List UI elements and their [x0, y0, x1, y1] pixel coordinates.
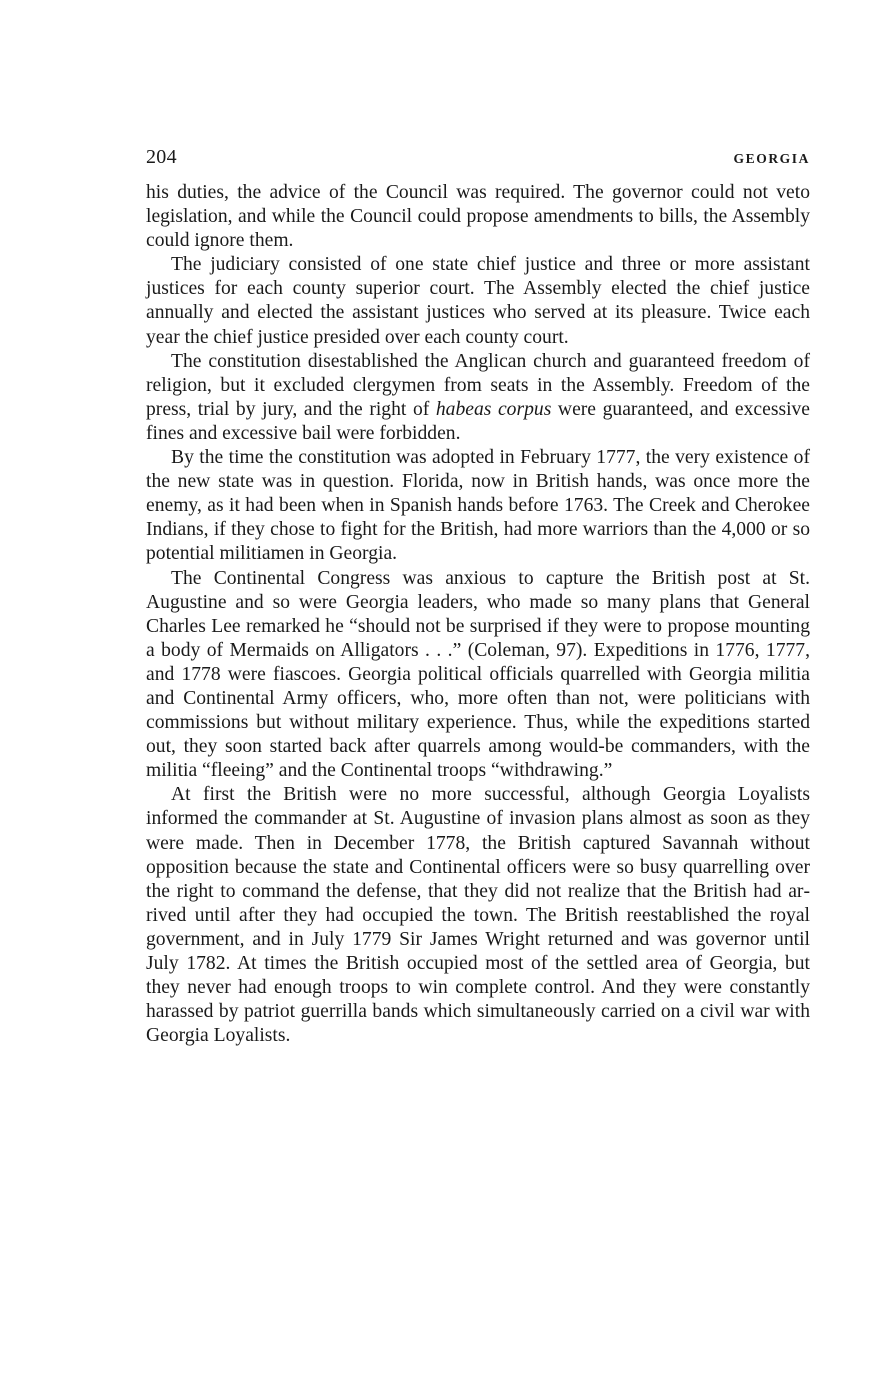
book-page	[146, 146, 810, 1048]
body-text	[146, 181, 810, 1048]
paragraph-state-existence: By the time the constitution was adopted in February 1777, the very existence of the new state was in question. Florida, now in British hands, was once more the enemy, as it had been when in Spanish hands before 1763. The Creek and Cherokee Indians, if they chose to fight for the British, had more warriors than the 4,000 or so potential militiamen in Georgia.	[146, 447, 810, 565]
paragraph-religion-text-end: were guaranteed, and excessive fines and excessive bail were forbidden.	[146, 398, 811, 444]
paragraph-continental-congress: The Continental Congress was anxious to capture the British post at St. Augustine and so were Georgia leaders, who made so many plans that General Charles Lee remarked he “should not be surprised if they were to propose mounting a body of Mermaids on Alligators . . .” (Coleman, 97). Expeditions in 1776, 1777, and 1778 were fiascoes. Georgia political officials quarrelled with Georgia militia and Continental Army officers, who, more often than not, were politicians with commissions but without military experience. Thus, while the expeditions started out, they soon started back after quarrels among would-be commanders, with the militia “fleeing” and the Continental troops “withdrawing.”	[146, 567, 810, 782]
section-title: GEORGIA	[733, 151, 810, 166]
paragraph-religion-rights	[146, 350, 810, 446]
habeas-corpus-term: habeas corpus	[435, 398, 552, 420]
paragraph-council-duties: his duties, the advice of the Council was required. The governor could not veto legislation, and while the Council could propose amendments to bills, the Assembly could ignore them.	[146, 182, 810, 252]
paragraph-judiciary: The judiciary consisted of one state chief justice and three or more assistant justices for each county superior court. The Assembly elected the chief justice annually and elected the assistant justices who served at its pleasure. Twice each year the chief justice presided over each county court.	[146, 254, 810, 348]
paragraph-religion-text-start: The constitution disestablished the Anglican church and guaranteed freedom of religion, but it excluded clergymen from seats in the Assembly. Freedom of the press, trial by jury, and the right of	[146, 350, 810, 420]
running-head	[146, 146, 810, 169]
page-number: 204	[146, 146, 177, 168]
paragraph-british-occupation: At first the British were no more successful, although Georgia Loyalists informed the commander at St. Augustine of invasion plans almost as soon as they were made. Then in December 1778, the British captured Savannah without opposition because the state and Continental officers were so busy quarrelling over the right to command the defense, that they did not realize that the British had arrived until after they had occupied the town. The British reestablished the royal government, and in July 1779 Sir James Wright returned and was governor until July 1782. At times the British occupied most of the settled area of Georgia, but they never had enough troops to win complete control. And they were constantly harassed by patriot guerrilla bands which simultaneously carried on a civil war with Georgia Loyalists.	[146, 784, 810, 1047]
